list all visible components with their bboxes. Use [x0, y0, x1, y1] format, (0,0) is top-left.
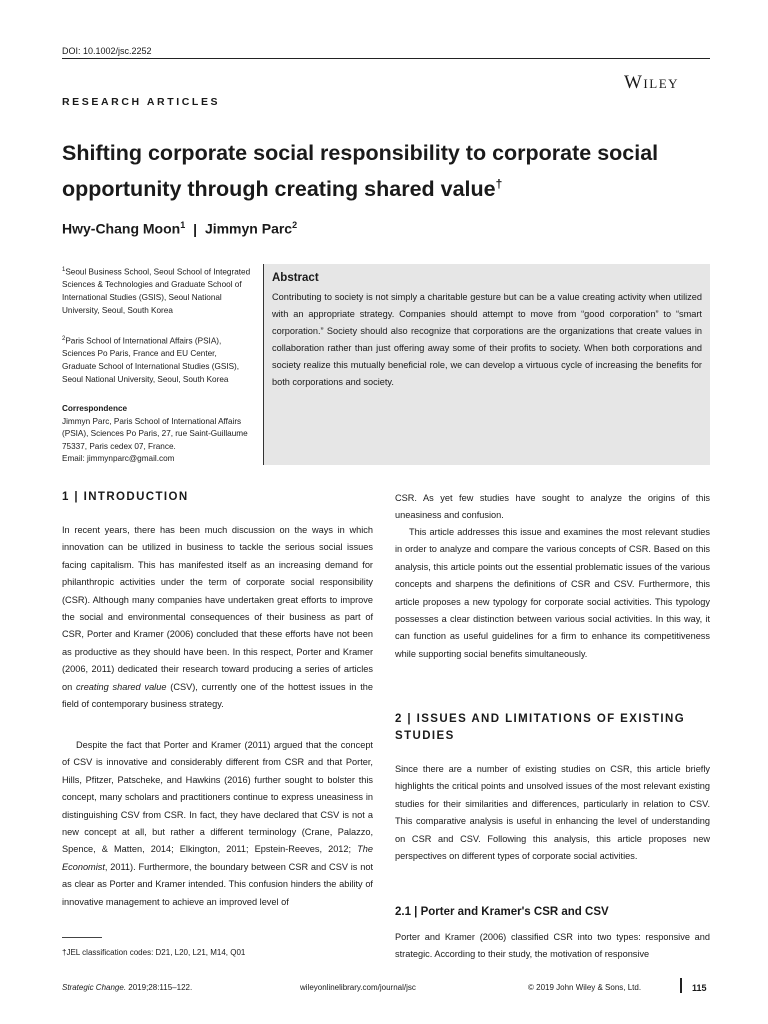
section-2-heading: 2 | ISSUES AND LIMITATIONS OF EXISTING STUDIES: [395, 713, 686, 742]
affiliation-1-text: Seoul Business School, Seoul School of Integrated Sciences & Technologies and Graduate School of International Studies (GSIS), Seoul National University, Seoul, South Korea: [62, 267, 251, 315]
abstract-heading: Abstract: [272, 272, 319, 284]
doi[interactable]: DOI: 10.1002/jsc.2252: [62, 46, 152, 56]
section-1-paragraph-2-continued: CSR. As yet few studies have sought to analyze the origins of this uneasiness and confusion.: [395, 493, 710, 521]
abstract-body: Contributing to society is not simply a charitable gesture but can be a value creating activity when utilized with an appropriate strategy. Companies should attempt to move from “good corporation” to “smart corporation.” Society should also recognize that corporations are the organizations that create values in collaboration rather than just offering away some of their profits to society. When both corporations and society realize this mutually beneficial role, we can develop a virtuous cycle of increasing the benefits for both corporations and society.: [272, 292, 702, 387]
correspondence-label: Correspondence: [62, 404, 128, 413]
author-separator: |: [193, 220, 198, 237]
author-2-affil: 2: [292, 220, 298, 230]
affiliation-2: [62, 333, 252, 386]
title-line-1: Shifting corporate social responsibility to corporate social: [62, 141, 659, 165]
section-1-heading: 1 | INTRODUCTION: [62, 491, 189, 503]
footer-copyright: © 2019 John Wiley & Sons, Ltd.: [528, 983, 642, 992]
footnote: †JEL classification codes: D21, L20, L21, M14, Q01: [62, 948, 246, 957]
abstract-divider: [263, 264, 264, 465]
header-rule: [62, 58, 710, 59]
author-list: [62, 220, 297, 237]
author-2[interactable]: Jimmyn Parc: [204, 220, 293, 237]
s1-p1-text-b: (CSV), currently one of the hottest issues in the field of contemporary business strategy.: [62, 681, 373, 710]
correspondence-email[interactable]: Email: jimmynparc@gmail.com: [62, 454, 175, 464]
footer-journal: Strategic Change.: [62, 983, 127, 992]
affiliation-2-text: Paris School of International Affairs (PSIA), Sciences Po Paris, France and EU Center, Graduate School of International Studies (GSIS), Seoul National University, Seoul, South Korea: [62, 336, 240, 384]
footer-citation: [62, 983, 192, 992]
correspondence-address: Jimmyn Parc, Paris School of International Affairs (PSIA), Sciences Po Paris, 27, rue Saint-Guillaume 75337, Paris cedex 07, France.: [62, 416, 248, 451]
s1-p2-text-b: , 2011). Furthermore, the boundary between CSR and CSV is not as clear as Porter and Kramer intended. This confusion hinders the ability of innovative management to achieve an improved level of: [62, 861, 373, 907]
footer-url[interactable]: wileyonlinelibrary.com/journal/jsc: [300, 983, 416, 992]
page-number: 115: [692, 983, 707, 993]
footer-volume: 2019;28:115–122.: [126, 983, 193, 992]
author-1-affil: 1: [180, 220, 186, 230]
correspondence: [62, 403, 252, 466]
author-1[interactable]: Hwy-Chang Moon: [62, 220, 181, 237]
footnote-rule: [62, 937, 102, 938]
s1-p2-emphasis: The Economist: [62, 844, 373, 872]
section-label: RESEARCH ARTICLES: [62, 96, 221, 108]
section-1-paragraph-2: [62, 737, 373, 911]
title-footnote-mark[interactable]: †: [495, 177, 503, 191]
article-title: [62, 138, 662, 205]
affiliation-1-number: 1: [62, 267, 66, 273]
s1-p2-text-a: Despite the fact that Porter and Kramer (2011) argued that the concept of CSV is innovative and considerably different from CSR and that Porter, Hills, Pfitzer, Patscheke, and Hawkins (2016) further sought to bolster this concept, many scholars and practitioners continue to express uneasiness in distinguishing CSV from CSR. In fact, they have declared that CSV is not a new concept at all, but rather a different terminology (Crane, Palazzo, Spence, & Matten, 2014; Elkington, 2011; Epstein-Reeves, 2012;: [62, 740, 373, 855]
footer-divider: [680, 978, 682, 993]
section-2-paragraph-1: Since there are a number of existing studies on CSR, this article briefly highlights the critical points and unsolved issues of the most relevant existing studies for their similarities and differences, particularly in relation to CSV. This comparative analysis is useful in enhancing the level of understanding on CSR and CSV. Following this analysis, this article proposes new perspectives on different types of corporate social activities.: [395, 764, 710, 862]
affiliation-1: [62, 264, 252, 317]
section-2-1-paragraph-1: Porter and Kramer (2006) classified CSR into two types: responsive and strategic. According to their study, the motivation of responsive: [395, 932, 710, 960]
title-line-2: opportunity through creating shared value: [62, 177, 496, 202]
s1-p1-text-a: In recent years, there has been much discussion on the ways in which innovation can be utilized in business to tackle the serious social issues facing capitalism. This has manifested itself as an increasing demand for philanthropic activities under the term of corporate social responsibility (CSR). Although many companies have undertaken great efforts to improve the social and environmental consequences of their business as part of CSR, Porter and Kramer (2006) concluded that these efforts have not been as productive as they should have been. In this respect, Porter and Kramer (2006, 2011) dedicated their research toward producing a series of articles on: [62, 525, 373, 692]
section-1-paragraph-1: [62, 522, 373, 713]
s1-p1-emphasis: creating shared value: [76, 681, 167, 692]
affiliation-2-number: 2: [62, 336, 66, 342]
publisher-logo: Wiley: [624, 72, 680, 93]
section-1-paragraph-3: This article addresses this issue and examines the most relevant studies in order to analyze and compare the various concepts of CSR. Based on this analysis, this article points out the essential problematic issues of the various concepts and sharpens the definitions of CSR and CSV. Furthermore, this article proposes a new typology for corporate social activities. This typology possesses a clear distinction between various social activities. In this way, it can function as useful guidelines for a firm to enhance its competitiveness while supporting social benefits simultaneously.: [395, 527, 710, 659]
section-2-1-heading: 2.1 | Porter and Kramer's CSR and CSV: [395, 906, 609, 918]
